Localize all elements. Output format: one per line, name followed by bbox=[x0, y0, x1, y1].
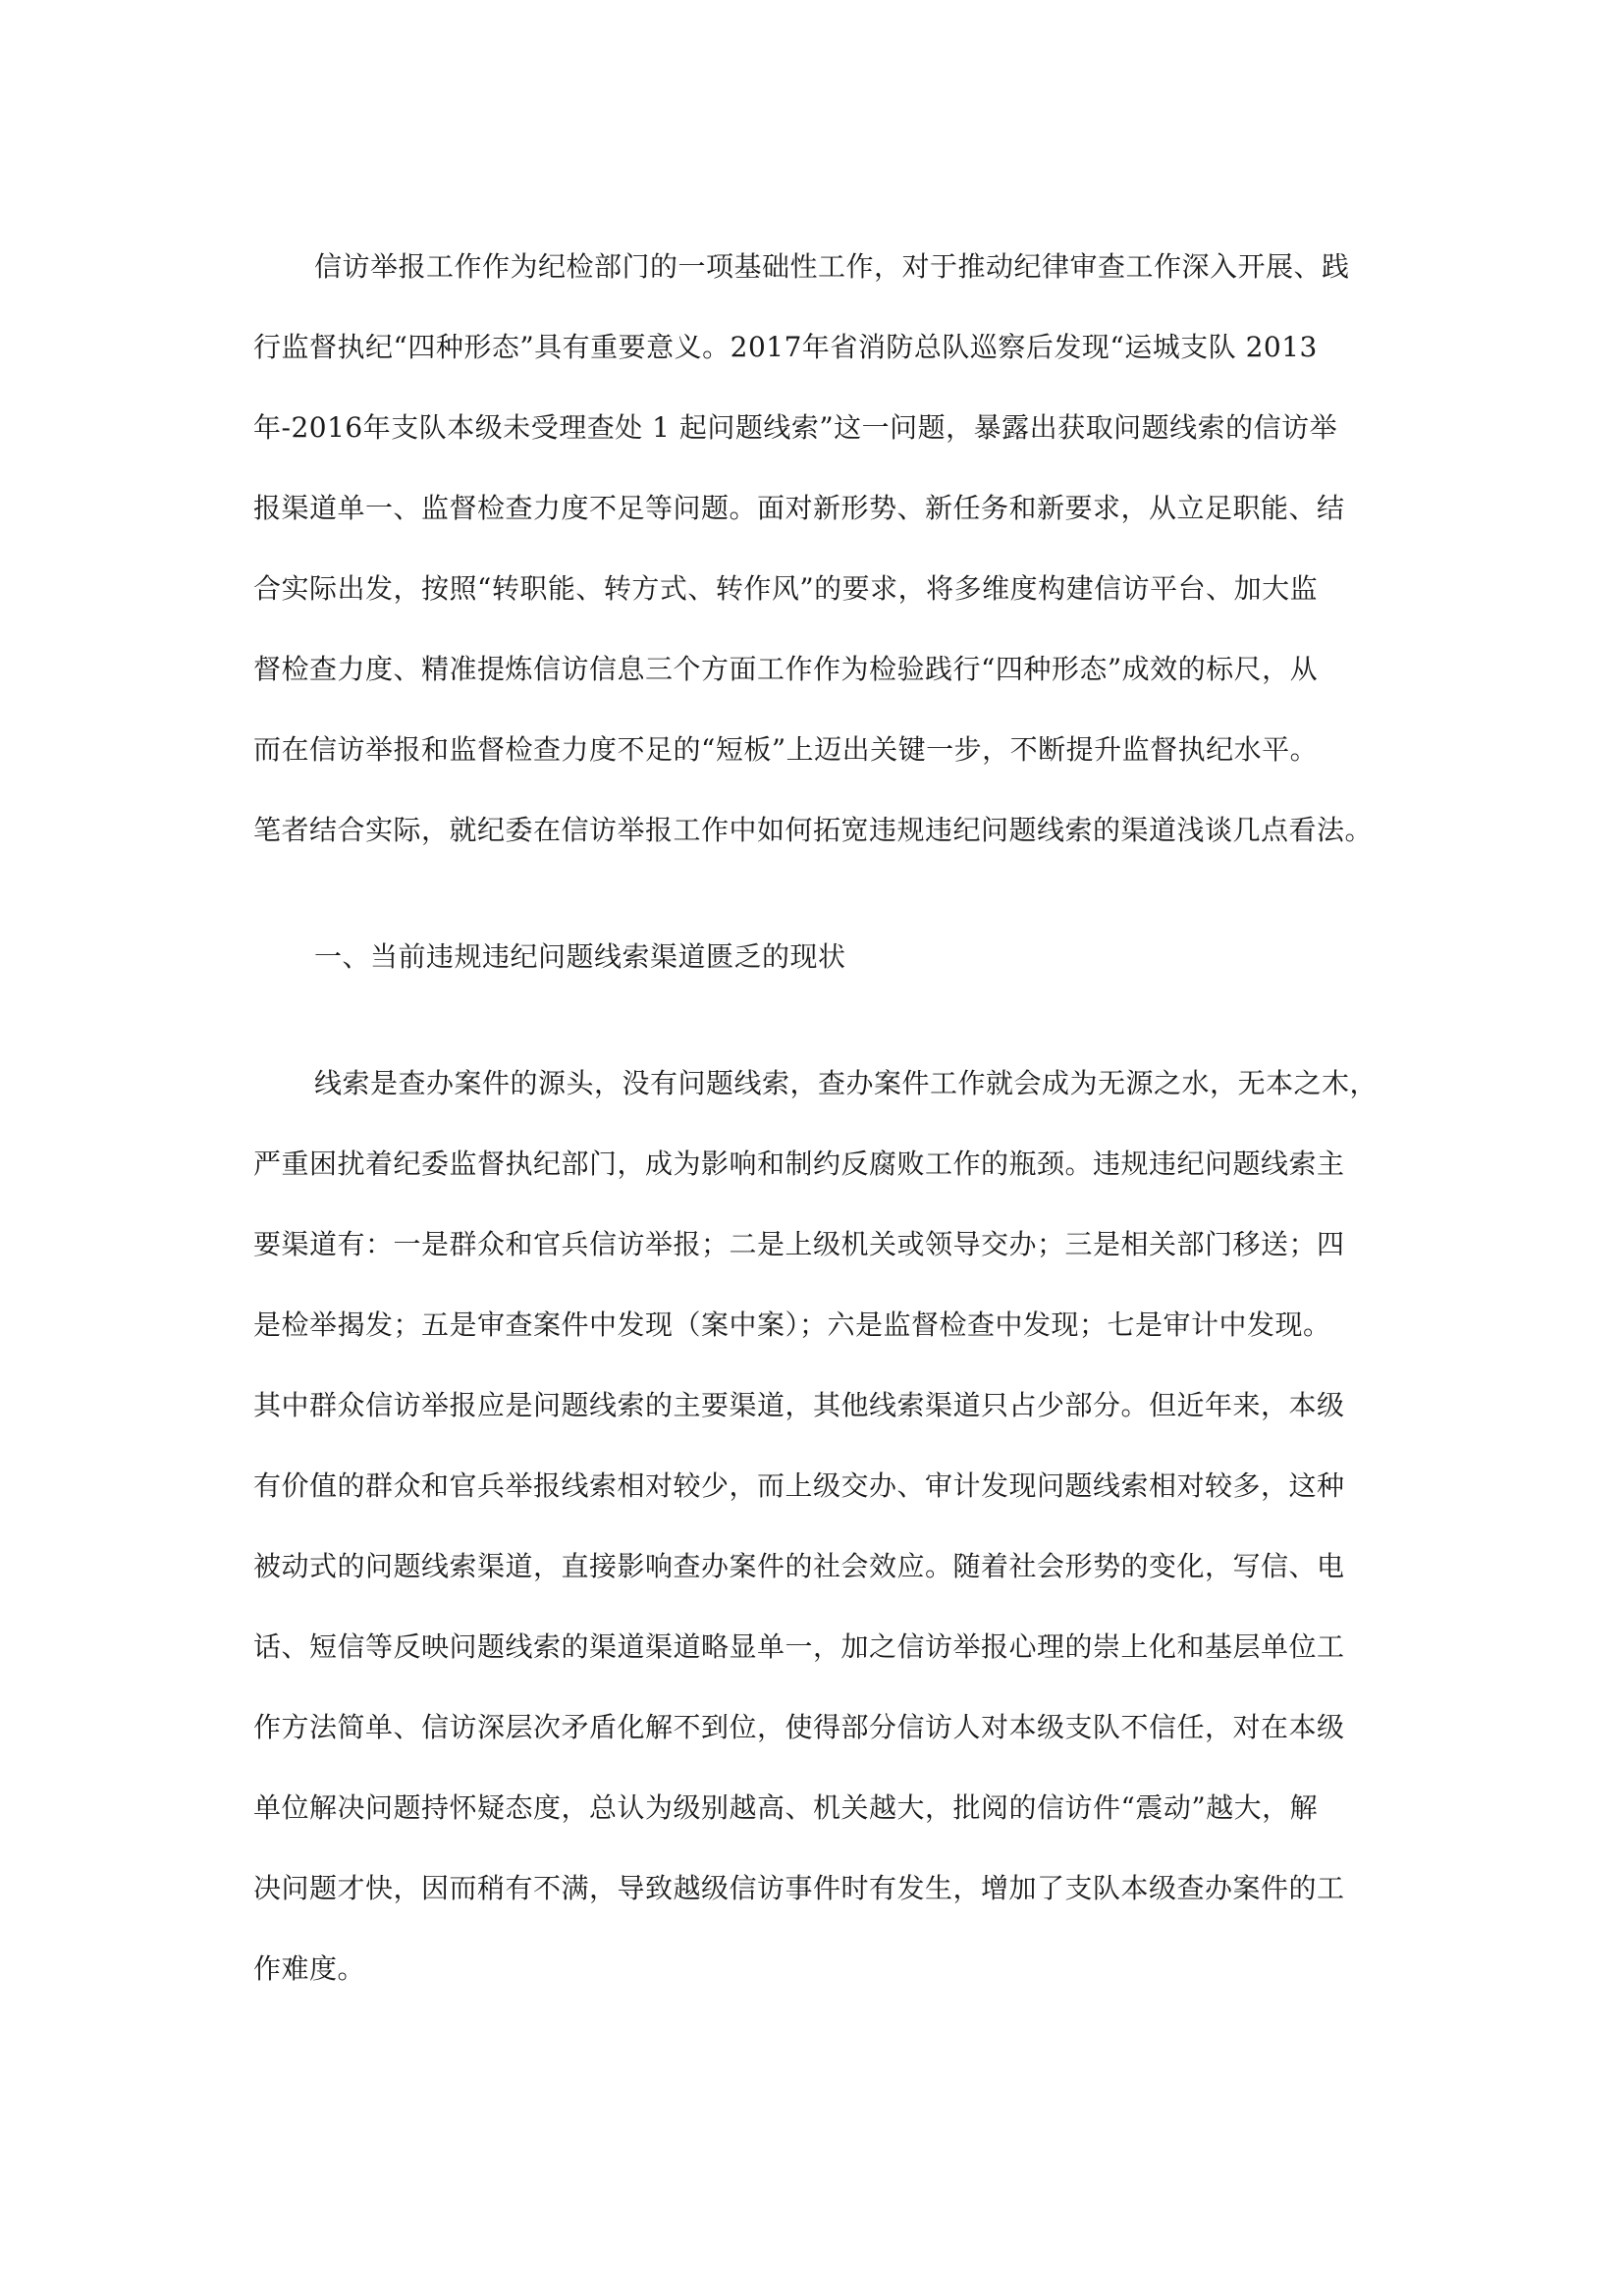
paragraph-1-line-5: 合实际出发，按照“转职能、转方式、转作风”的要求，将多维度构建信访平台、加大监 bbox=[253, 572, 1319, 605]
paragraph-1-line-7: 而在信访举报和监督检查力度不足的“短板”上迈出关键一步，不断提升监督执纪水平。 bbox=[253, 733, 1319, 766]
paragraph-2-line-4: 是检举揭发；五是审查案件中发现（案中案）；六是监督检查中发现；七是审计中发现。 bbox=[253, 1308, 1331, 1341]
paragraph-1-line-8: 笔者结合实际，就纪委在信访举报工作中如何拓宽违规违纪问题线索的渠道浅谈几点看法。 bbox=[253, 814, 1374, 846]
paragraph-1-line-3: 年-2016年支队本级未受理查处 1 起问题线索”这一问题，暴露出获取问题线索的信访举 bbox=[253, 411, 1338, 444]
paragraph-2-line-12: 作难度。 bbox=[253, 1952, 366, 1985]
paragraph-1-line-1: 信访举报工作作为纪检部门的一项基础性工作，对于推动纪律审查工作深入开展、践 bbox=[314, 250, 1350, 283]
paragraph-2-line-5: 其中群众信访举报应是问题线索的主要渠道，其他线索渠道只占少部分。但近年来，本级 bbox=[253, 1389, 1345, 1421]
section-heading: 一、当前违规违纪问题线索渠道匮乏的现状 bbox=[314, 940, 846, 973]
paragraph-2-line-11: 决问题才快，因而稍有不满，导致越级信访事件时有发生，增加了支队本级查办案件的工 bbox=[253, 1872, 1345, 1904]
paragraph-1-line-2: 行监督执纪“四种形态”具有重要意义。2017年省消防总队巡察后发现“运城支队 2013 bbox=[253, 331, 1318, 363]
paragraph-2-line-3: 要渠道有：一是群众和官兵信访举报；二是上级机关或领导交办；三是相关部门移送；四 bbox=[253, 1228, 1345, 1260]
paragraph-2-line-9: 作方法简单、信访深层次矛盾化解不到位，使得部分信访人对本级支队不信任，对在本级 bbox=[253, 1711, 1345, 1743]
paragraph-2-line-8: 话、短信等反映问题线索的渠道渠道略显单一，加之信访举报心理的崇上化和基层单位工 bbox=[253, 1630, 1345, 1663]
paragraph-2-line-7: 被动式的问题线索渠道，直接影响查办案件的社会效应。随着社会形势的变化，写信、电 bbox=[253, 1550, 1345, 1582]
paragraph-1-line-6: 督检查力度、精准提炼信访信息三个方面工作作为检验践行“四种形态”成效的标尺，从 bbox=[253, 653, 1319, 685]
paragraph-1-line-4: 报渠道单一、监督检查力度不足等问题。面对新形势、新任务和新要求，从立足职能、结 bbox=[253, 492, 1345, 524]
paragraph-2-line-6: 有价值的群众和官兵举报线索相对较少，而上级交办、审计发现问题线索相对较多，这种 bbox=[253, 1469, 1345, 1502]
paragraph-2-line-2: 严重困扰着纪委监督执纪部门，成为影响和制约反腐败工作的瓶颈。违规违纪问题线索主 bbox=[253, 1148, 1345, 1180]
paragraph-2-line-10: 单位解决问题持怀疑态度，总认为级别越高、机关越大，批阅的信访件“震动”越大，解 bbox=[253, 1791, 1319, 1824]
paragraph-2-line-1: 线索是查办案件的源头，没有问题线索，查办案件工作就会成为无源之水，无本之木， bbox=[314, 1067, 1379, 1099]
